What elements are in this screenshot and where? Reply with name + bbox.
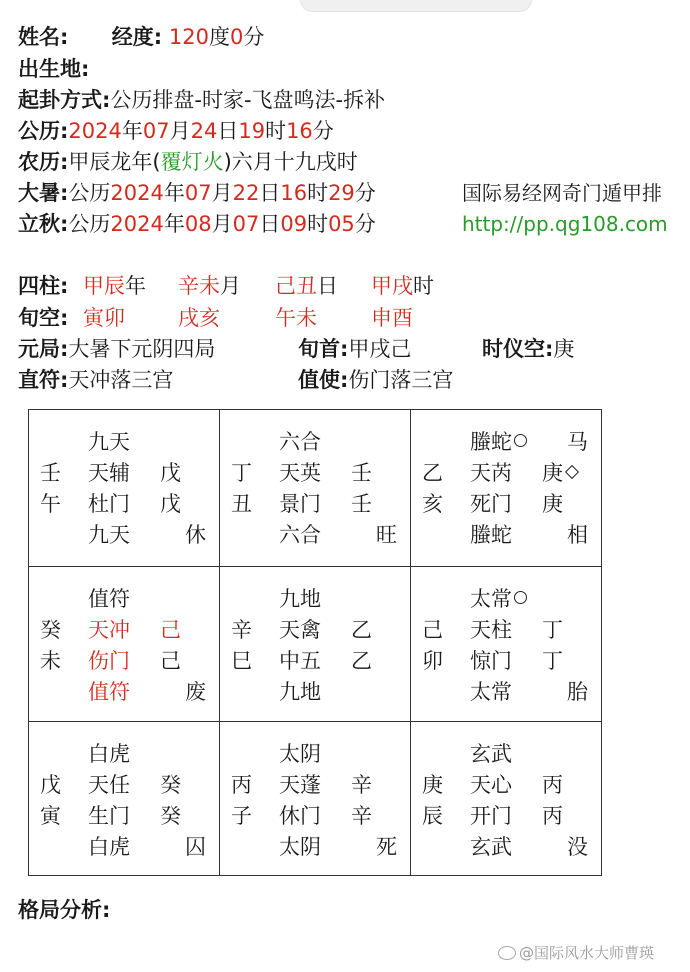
liqiu-m: 月: [211, 212, 233, 236]
dashu-month: 07: [184, 181, 212, 205]
palace-state: 相: [567, 523, 588, 547]
palace-branch: 丑: [231, 492, 252, 516]
palace-god: 太常: [470, 680, 512, 704]
palace-state: 胎: [567, 680, 588, 704]
palace-door: 景门: [279, 492, 321, 516]
lunar-label: 农历:: [18, 150, 69, 174]
sizhu-month-suffix: 月: [220, 274, 241, 298]
palace-top: 太阴: [279, 742, 321, 766]
palace-8: [28, 721, 218, 876]
dashu-d: 日: [259, 181, 281, 205]
sizhu-day-pillar: 己丑: [275, 274, 317, 298]
dashu-m: 月: [211, 181, 233, 205]
zhishi: [298, 365, 453, 395]
dashu-mi: 分: [354, 181, 376, 205]
sizhu-year: [83, 271, 146, 301]
zhifu-label: 直符:: [18, 368, 69, 392]
palace-god: 白虎: [88, 835, 130, 859]
liqiu-mi: 分: [354, 212, 376, 236]
palace-heaven-stem: 壬: [40, 461, 61, 485]
palace-stem-1: 壬: [351, 461, 372, 485]
birthplace-label: 出生地:: [18, 57, 90, 81]
palace-heaven-stem: 丁: [231, 461, 252, 485]
palace-branch: 辰: [422, 804, 443, 828]
palace-stem-1: 癸: [160, 773, 181, 797]
zhifu-row: [18, 365, 173, 395]
dashu-hour: 16: [280, 181, 308, 205]
palace-heaven-stem: 辛: [231, 618, 252, 642]
palace-god: 玄武: [470, 835, 512, 859]
palace-star: 天心: [470, 773, 512, 797]
dashu-row: [18, 178, 376, 208]
liqiu-row: [18, 209, 376, 239]
palace-state: 死: [376, 835, 397, 859]
lunar-row: [18, 147, 358, 177]
palace-top-group: [470, 429, 527, 455]
liqiu-y: 年: [163, 212, 185, 236]
palace-door: 生门: [88, 804, 130, 828]
name-longitude-row: [18, 22, 264, 52]
sizhu-hour-suffix: 时: [413, 274, 434, 298]
weibo-icon: [498, 946, 516, 960]
palace-star: 天芮: [470, 461, 512, 485]
palace-god: 太阴: [279, 835, 321, 859]
palace-branch: 寅: [40, 804, 61, 828]
palace-star: 天任: [88, 773, 130, 797]
dashu-minute: 29: [328, 181, 355, 205]
palace-stem-2: 己: [160, 649, 181, 673]
palace-stem-2: 乙: [351, 649, 372, 673]
shiyikong: [482, 334, 574, 364]
palace-5: [219, 566, 409, 721]
palace-door: 伤门: [88, 649, 130, 673]
solar-m: 月: [169, 119, 191, 143]
palace-top-group: [470, 586, 527, 612]
solar-hour: 19: [238, 119, 266, 143]
palace-heaven-stem: 己: [422, 618, 443, 642]
palace-stem-2: 庚: [542, 492, 563, 516]
yuanju-label: 元局:: [18, 337, 69, 361]
sizhu-row: [18, 271, 68, 301]
palace-stem-1: 辛: [351, 773, 372, 797]
palace-branch: 子: [231, 804, 252, 828]
palace-stem-2: 丁: [542, 649, 563, 673]
palace-star: 天辅: [88, 461, 130, 485]
palace-door: 惊门: [470, 649, 512, 673]
solar-mi: 分: [312, 119, 334, 143]
sizhu-day: [275, 271, 338, 301]
palace-star: 天禽: [279, 618, 321, 642]
diamond-icon: [565, 465, 579, 479]
method-value: 公历排盘-时家-飞盘鸣法-拆补: [110, 88, 386, 112]
dashu-year: 2024: [110, 181, 164, 205]
palace-stem-1: 丙: [542, 773, 563, 797]
palace-door: 杜门: [88, 492, 130, 516]
top-bar: [0, 0, 690, 16]
liqiu-d: 日: [259, 212, 281, 236]
palace-state: 休: [185, 523, 206, 547]
site-name: 国际易经网奇门遁甲排: [462, 181, 662, 205]
palace-top: 九天: [88, 430, 130, 454]
palace-stem-2: 辛: [351, 804, 372, 828]
palace-branch: 卯: [422, 649, 443, 673]
xunkong-4: 申酉: [371, 306, 413, 330]
palace-stem-1-group: [542, 460, 577, 486]
palace-heaven-stem: 癸: [40, 618, 61, 642]
longitude-min: 0: [229, 25, 244, 49]
palace-god: 值符: [88, 680, 130, 704]
palace-4: [28, 409, 218, 564]
solar-y: 年: [121, 119, 143, 143]
xunshou-value: 甲戌己: [348, 337, 412, 361]
palace-stem-1: 乙: [351, 618, 372, 642]
palace-star: 天蓬: [279, 773, 321, 797]
palace-7: [410, 566, 600, 721]
xunkong-row: [18, 303, 68, 333]
palace-2: [410, 409, 600, 564]
palace-top: 螣蛇: [470, 430, 512, 454]
palace-branch: 巳: [231, 649, 252, 673]
xunkong-3: 午未: [275, 306, 317, 330]
deg-unit: 度: [208, 25, 230, 49]
grid-line-right: [601, 409, 602, 875]
palace-branch: 午: [40, 492, 61, 516]
method-row: [18, 85, 385, 115]
sizhu-day-suffix: 日: [317, 274, 338, 298]
palace-heaven-stem: 庚: [422, 773, 443, 797]
analysis-label: 格局分析:: [18, 898, 111, 922]
liqiu-h: 时: [307, 212, 329, 236]
palace-heaven-stem: 丙: [231, 773, 252, 797]
solar-h: 时: [265, 119, 287, 143]
liqiu-minute: 05: [328, 212, 355, 236]
palace-top: 值符: [88, 587, 130, 611]
dashu-label: 大暑:: [18, 181, 69, 205]
palace-star: 天英: [279, 461, 321, 485]
yuanju-value: 大暑下元阴四局: [68, 337, 216, 361]
empty-circle-icon: [514, 434, 527, 447]
palace-god: 螣蛇: [470, 523, 512, 547]
solar-label: 公历:: [18, 119, 69, 143]
palace-door: 中五: [279, 649, 321, 673]
empty-circle-icon: [514, 591, 527, 604]
sizhu-year-pillar: 甲辰: [83, 274, 125, 298]
palace-heaven-stem: 乙: [422, 461, 443, 485]
palace-stem-2: 戊: [160, 492, 181, 516]
palace-top: 玄武: [470, 742, 512, 766]
lunar-pre: 甲辰龙年(: [68, 150, 161, 174]
palace-stem-1: 庚: [542, 461, 563, 485]
dashu-h: 时: [307, 181, 329, 205]
solar-month: 07: [142, 119, 170, 143]
liqiu-day: 07: [232, 212, 260, 236]
search-bar[interactable]: [300, 0, 532, 12]
palace-top: 九地: [279, 587, 321, 611]
liqiu-month: 08: [184, 212, 212, 236]
xunshou-label: 旬首:: [298, 337, 349, 361]
solar-day: 24: [190, 119, 218, 143]
zhishi-label: 值使:: [298, 368, 349, 392]
nine-palace-grid: [28, 409, 602, 875]
sizhu-year-suffix: 年: [125, 274, 146, 298]
palace-3: [28, 566, 218, 721]
palace-god: 九地: [279, 680, 321, 704]
solar-row: [18, 116, 334, 146]
sizhu-hour: [371, 271, 434, 301]
palace-9: [219, 409, 409, 564]
shiyikong-label: 时仪空:: [482, 337, 554, 361]
palace-stem-2: 丙: [542, 804, 563, 828]
min-unit: 分: [243, 25, 265, 49]
sizhu-label: 四柱:: [18, 274, 69, 298]
palace-stem-2: 癸: [160, 804, 181, 828]
method-label: 起卦方式:: [18, 88, 111, 112]
xunshou: [298, 334, 411, 364]
dashu-pre: 公历: [68, 181, 111, 205]
palace-star: 天冲: [88, 618, 130, 642]
palace-1: [219, 721, 409, 876]
palace-god: 九天: [88, 523, 130, 547]
lunar-nayin: 覆灯火: [160, 150, 224, 174]
watermark-text: @国际风水大师曹瑛: [519, 944, 655, 962]
palace-horse: 马: [567, 430, 588, 454]
liqiu-year: 2024: [110, 212, 164, 236]
palace-state: 没: [567, 835, 588, 859]
sizhu-month-pillar: 辛未: [178, 274, 220, 298]
zhishi-value: 伤门落三宫: [348, 368, 454, 392]
liqiu-pre: 公历: [68, 212, 111, 236]
solar-year: 2024: [68, 119, 122, 143]
palace-state: 废: [185, 680, 206, 704]
xunkong-2: 戌亥: [178, 306, 220, 330]
palace-star: 天柱: [470, 618, 512, 642]
watermark: [498, 943, 654, 963]
palace-6: [410, 721, 600, 876]
palace-stem-1: 丁: [542, 618, 563, 642]
shiyikong-value: 庚: [553, 337, 575, 361]
lunar-post: )六月十九戌时: [223, 150, 358, 174]
palace-top: 白虎: [88, 742, 130, 766]
solar-minute: 16: [286, 119, 313, 143]
palace-stem-1: 己: [160, 618, 181, 642]
palace-top: 六合: [279, 430, 321, 454]
sizhu-hour-pillar: 甲戌: [371, 274, 413, 298]
name-label: 姓名:: [18, 25, 69, 49]
palace-stem-2: 壬: [351, 492, 372, 516]
dashu-day: 22: [232, 181, 260, 205]
palace-state: 旺: [376, 523, 397, 547]
dashu-y: 年: [163, 181, 185, 205]
zhifu-value: 天冲落三宫: [68, 368, 174, 392]
palace-branch: 亥: [422, 492, 443, 516]
palace-stem-1: 戊: [160, 461, 181, 485]
longitude-deg: 120: [168, 25, 209, 49]
palace-heaven-stem: 戊: [40, 773, 61, 797]
palace-door: 开门: [470, 804, 512, 828]
yuanju-row: [18, 334, 215, 364]
xunkong-label: 旬空:: [18, 306, 69, 330]
liqiu-hour: 09: [280, 212, 308, 236]
xunkong-1: 寅卯: [83, 306, 125, 330]
longitude-label: 经度:: [111, 25, 163, 49]
palace-top: 太常: [470, 587, 512, 611]
sizhu-month: [178, 271, 241, 301]
palace-branch: 未: [40, 649, 61, 673]
solar-d: 日: [217, 119, 239, 143]
site-url[interactable]: http://pp.qg108.com: [462, 212, 668, 236]
palace-door: 死门: [470, 492, 512, 516]
liqiu-label: 立秋:: [18, 212, 69, 236]
palace-state: 囚: [185, 835, 206, 859]
palace-door: 休门: [279, 804, 321, 828]
palace-god: 六合: [279, 523, 321, 547]
